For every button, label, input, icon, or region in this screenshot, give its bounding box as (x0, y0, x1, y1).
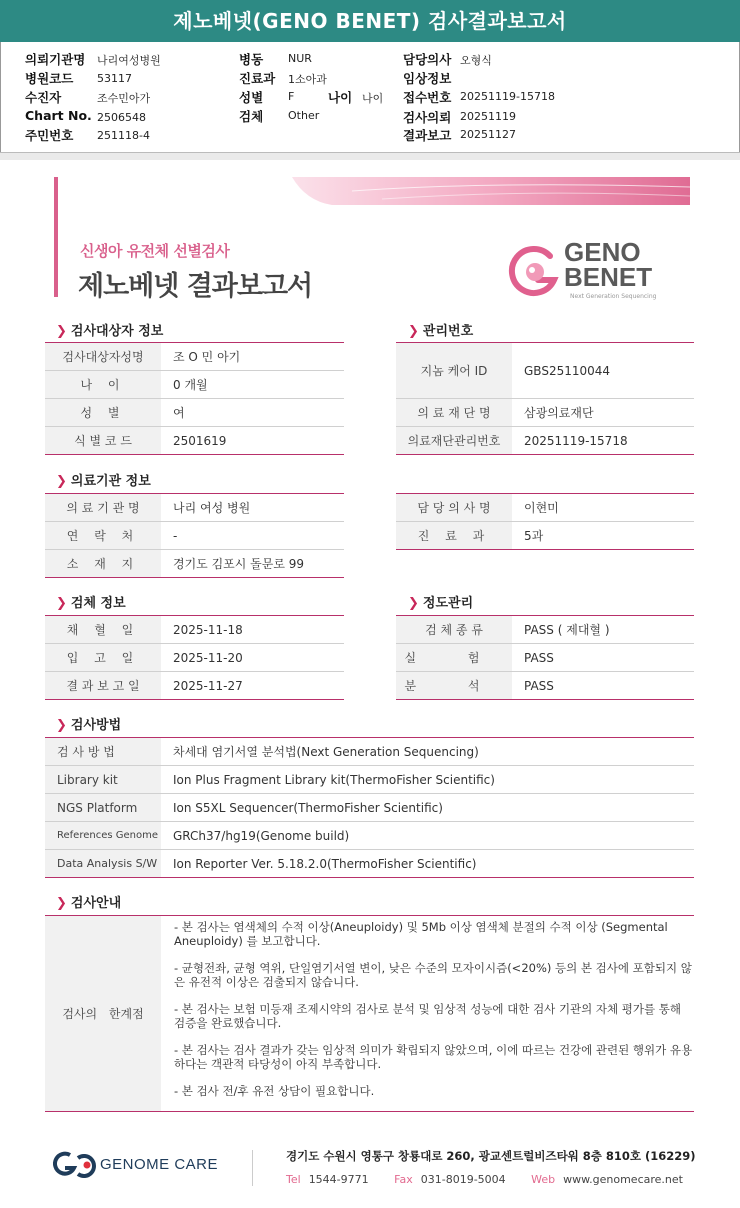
genome-care-logo (52, 1148, 232, 1182)
header-label: 임상정보 (403, 71, 452, 86)
row-value: 2501619 (173, 433, 227, 448)
fax-label: Fax (394, 1173, 413, 1186)
tel-value: 1544-9771 (308, 1173, 369, 1186)
section-title: 정도관리 (422, 596, 474, 611)
row-label: References Genome (45, 822, 161, 849)
web-label: Web (531, 1173, 556, 1186)
list-item: - 균형전좌, 균형 역위, 단일염기서열 변이, 낮은 수준의 모자이시즘(<20%) 등의 본 검사에 포함되지 않은 유전적 이상은 검출되지 않습니다. (174, 961, 692, 989)
row-label: 입 고 일 (45, 644, 161, 671)
table-row (45, 822, 694, 850)
table-row (45, 550, 344, 578)
footer-fax (394, 1173, 506, 1186)
row-value: Ion Reporter Ver. 5.18.2.0(ThermoFisher Scientific) (173, 856, 477, 871)
section-mgmt-header (408, 320, 473, 339)
row-value: 나리 여성 병원 (173, 501, 251, 515)
header-bottom-strip (0, 152, 740, 160)
list-item: - 본 검사는 염색체의 수적 이상(Aneuploidy) 및 5Mb 이상 염색체 분절의 수적 이상 (Segmental Aneuploidy) 를 보고합니다. (174, 920, 668, 948)
row-value: PASS (524, 650, 554, 665)
row-label: Data Analysis S/W (45, 850, 161, 877)
row-value: PASS (524, 678, 554, 693)
table-row (396, 644, 694, 672)
header-label: 담당의사 (403, 52, 452, 67)
row-label: 검 체 종 류 (396, 616, 512, 643)
genome-care-wordmark: GENOME CARE (100, 1156, 219, 1173)
header-label: 접수번호 (403, 90, 452, 105)
row-label: 성 별 (45, 399, 161, 426)
row-label: 진 료 과 (396, 522, 512, 549)
section-title: 검사안내 (70, 896, 122, 911)
section-title: 검사방법 (70, 718, 122, 733)
header-value: 1소아과 (288, 73, 327, 86)
header-label: 병원코드 (25, 71, 74, 86)
row-value: - (173, 528, 178, 543)
header-info-box (0, 42, 740, 154)
row-label: 나 이 (45, 371, 161, 398)
table-row (45, 738, 694, 766)
section-specimen-header (56, 592, 126, 611)
table-row (45, 494, 344, 522)
table-row (45, 522, 344, 550)
guide-notes (174, 920, 694, 1111)
row-label: 지놈 케어 ID (396, 343, 512, 398)
section-guide-header (56, 892, 121, 911)
header-value: 251118-4 (97, 129, 150, 142)
method-table (45, 737, 694, 878)
header-label: 병동 (239, 52, 264, 67)
footer-divider (252, 1150, 253, 1186)
logo-line-1: GENO (564, 237, 641, 267)
header-value: 2506548 (97, 111, 146, 124)
row-label: 의 료 기 관 명 (45, 494, 161, 521)
footer-contact (286, 1173, 705, 1186)
row-value: 이현미 (524, 501, 559, 515)
row-label: 연 락 처 (45, 522, 161, 549)
specimen-table (45, 615, 344, 700)
chevron-right-icon: ❯ (408, 596, 419, 611)
footer-tel (286, 1173, 369, 1186)
row-label: 식 별 코 드 (45, 427, 161, 454)
section-title: 의료기관 정보 (70, 474, 151, 489)
tel-label: Tel (286, 1173, 301, 1186)
row-label: 소 재 지 (45, 550, 161, 577)
row-value: Ion S5XL Sequencer(ThermoFisher Scientific) (173, 800, 443, 815)
geno-benet-logo-icon (508, 244, 562, 300)
table-row (45, 672, 344, 700)
chevron-right-icon: ❯ (56, 596, 67, 611)
table-row (45, 427, 344, 455)
table-row (45, 399, 344, 427)
section-method-header (56, 714, 121, 733)
row-value: 20251119-15718 (524, 433, 628, 448)
pink-banner-graphic (292, 177, 690, 205)
header-label: 검체 (239, 109, 264, 124)
list-item: - 본 검사는 검사 결과가 갖는 임상적 의미가 확립되지 않았으며, 이에 따르는 건강에 관련된 행위가 유용하다는 객관적 타당성이 아직 부족합니다. (174, 1043, 693, 1071)
header-value: Other (288, 109, 320, 122)
table-row (45, 343, 344, 371)
row-label: 실 험 (396, 644, 512, 671)
report-title-bar (0, 0, 740, 42)
footer-web (531, 1173, 683, 1186)
header-label: 검사의뢰 (403, 110, 452, 125)
table-row (396, 494, 694, 522)
row-label: NGS Platform (45, 794, 161, 821)
geno-benet-logo (508, 237, 668, 304)
section-subject-header (56, 320, 163, 339)
row-label: 분 석 (396, 672, 512, 699)
row-label: 의 료 재 단 명 (396, 399, 512, 426)
list-item: - 본 검사 전/후 유전 상담이 필요합니다. (174, 1084, 375, 1098)
row-value: 2025-11-20 (173, 650, 243, 665)
genome-care-logo-icon (52, 1150, 98, 1180)
header-label: Chart No. (25, 108, 92, 123)
table-row (396, 427, 694, 455)
table-row (396, 616, 694, 644)
row-label: Library kit (45, 766, 161, 793)
row-value: 경기도 김포시 돌문로 99 (173, 557, 305, 571)
table-row (396, 343, 694, 399)
section-institution-header (56, 470, 151, 489)
fax-value: 031-8019-5004 (420, 1173, 506, 1186)
qc-table (396, 615, 694, 700)
row-label: 검사의 한계점 (45, 916, 161, 1111)
header-label: 진료과 (239, 71, 276, 86)
chevron-right-icon: ❯ (56, 474, 67, 489)
institution-doctor-table (396, 493, 694, 550)
header-value: 53117 (97, 72, 132, 85)
report-title: 제노베넷(GENO BENET) 검사결과보고서 (173, 9, 567, 33)
table-row (45, 766, 694, 794)
report-main-title: 제노베넷 결과보고서 (78, 271, 313, 302)
row-value: 5과 (524, 529, 544, 543)
table-row (45, 644, 344, 672)
chevron-right-icon: ❯ (56, 896, 67, 911)
header-value: 20251127 (460, 128, 516, 141)
table-row (396, 672, 694, 700)
table-row (396, 399, 694, 427)
report-subtitle: 신생아 유전체 선별검사 (80, 242, 230, 260)
row-label: 담 당 의 사 명 (396, 494, 512, 521)
table-row (45, 616, 344, 644)
header-label: 의뢰기관명 (25, 52, 86, 67)
row-value: 조 O 민 아기 (173, 350, 241, 364)
chevron-right-icon: ❯ (56, 718, 67, 733)
header-value: 나리여성병원 (97, 54, 161, 67)
section-title: 검사대상자 정보 (70, 324, 164, 339)
footer-address: 경기도 수원시 영통구 창룡대로 260, 광교센트럴비즈타워 8층 810호 (16229) (286, 1149, 696, 1163)
table-row (45, 371, 344, 399)
row-value: 2025-11-18 (173, 622, 243, 637)
logo-line-2: BENET (564, 262, 653, 292)
logo-subtext: Next Generation Sequencing (570, 293, 657, 300)
row-value: 여 (173, 406, 185, 420)
chevron-right-icon: ❯ (56, 324, 67, 339)
row-label: 검사대상자성명 (45, 343, 161, 370)
age-value: 나이 (362, 92, 384, 105)
row-value: Ion Plus Fragment Library kit(ThermoFisher Scientific) (173, 772, 495, 787)
row-label: 의료재단관리번호 (396, 427, 512, 454)
header-value: 조수민아가 (97, 92, 151, 105)
table-row (45, 850, 694, 878)
subject-table (45, 342, 344, 455)
row-value: 차세대 염기서열 분석법(Next Generation Sequencing) (173, 745, 479, 759)
institution-table (45, 493, 344, 578)
mgmt-table (396, 342, 694, 455)
row-value: 0 개월 (173, 378, 208, 392)
table-row (396, 522, 694, 550)
table-row (45, 794, 694, 822)
header-value: 20251119-15718 (460, 90, 555, 103)
chevron-right-icon: ❯ (408, 324, 419, 339)
age-label: 나이 (328, 90, 353, 105)
web-value: www.genomecare.net (563, 1173, 683, 1186)
header-value: F (288, 90, 295, 103)
header-label: 성별 (239, 90, 264, 105)
header-label: 수진자 (25, 90, 62, 105)
list-item: - 본 검사는 보험 미등재 조제시약의 검사로 분석 및 임상적 성능에 대한 검사 기관의 자체 평가를 통해 검증을 완료했습니다. (174, 1002, 681, 1030)
section-title: 관리번호 (422, 324, 474, 339)
row-value: PASS ( 제대혈 ) (524, 623, 610, 637)
header-value: 오형식 (460, 54, 492, 67)
accent-bar (54, 177, 58, 297)
row-label: 검 사 방 법 (45, 738, 161, 765)
row-value: GRCh37/hg19(Genome build) (173, 828, 350, 843)
logo-wordmark (564, 237, 653, 292)
row-label: 채 혈 일 (45, 616, 161, 643)
section-title: 검체 정보 (70, 596, 126, 611)
header-value: 20251119 (460, 110, 516, 123)
header-label: 결과보고 (403, 128, 452, 143)
header-label: 주민번호 (25, 128, 74, 143)
row-label: 결 과 보 고 일 (45, 672, 161, 699)
section-qc-header (408, 592, 473, 611)
row-value: 삼광의료재단 (524, 406, 594, 420)
row-value: 2025-11-27 (173, 678, 243, 693)
header-value: NUR (288, 52, 312, 65)
row-value: GBS25110044 (524, 363, 611, 378)
